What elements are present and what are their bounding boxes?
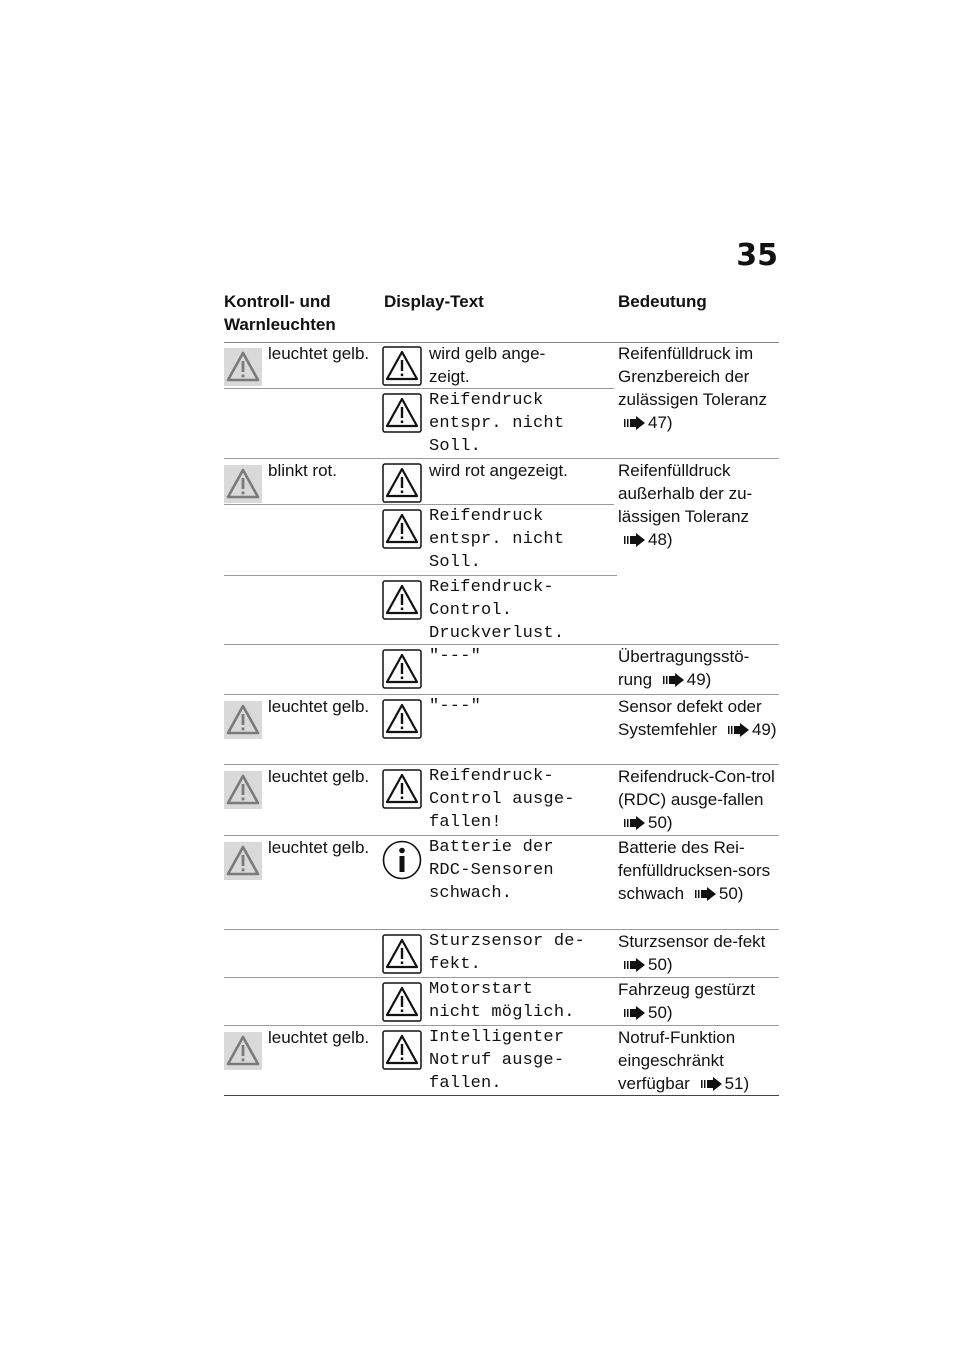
page-reference: 50): [648, 1003, 673, 1022]
page-reference-arrow-icon: [624, 533, 646, 547]
page-number: 35: [736, 238, 778, 273]
page-reference-arrow-icon: [728, 723, 750, 737]
page-reference: 51): [724, 1074, 750, 1093]
warning-lamp-icon: [224, 1032, 262, 1070]
warning-lamp-icon: [224, 348, 262, 386]
lamp-state: blinkt rot.: [268, 461, 337, 480]
display-text: "---": [429, 697, 482, 716]
page-reference-arrow-icon: [701, 1077, 723, 1091]
warning-triangle-icon: [382, 509, 422, 549]
page-reference: 49): [686, 670, 712, 689]
table-row: [224, 342, 389, 389]
display-text: Reifendruck entspr. nicht Soll.: [429, 507, 565, 572]
warning-lamp-icon: [224, 771, 262, 809]
header-display-text: Display-Text: [384, 292, 484, 311]
page-reference-arrow-icon: [624, 816, 646, 830]
warning-triangle-icon: [382, 1030, 422, 1070]
page-reference-arrow-icon: [624, 958, 646, 972]
meaning-text: Sensor defekt oder Systemfehler 49): [618, 697, 777, 739]
display-text: Reifendruck entspr. nicht Soll.: [429, 391, 565, 456]
display-text: "---": [429, 647, 482, 666]
display-text: wird gelb ange- zeigt.: [429, 344, 546, 386]
meaning-text: Reifendruck-Con-trol (RDC) ausge-fallen 50): [618, 767, 775, 832]
page-reference-arrow-icon: [695, 887, 717, 901]
meaning-text: Reifenfülldruck außerhalb der zu-lässigen Toleranz 48): [618, 461, 753, 549]
meaning-text: Batterie des Rei-fenfülldrucksen-sors schwach 50): [618, 838, 771, 903]
page-reference-arrow-icon: [624, 416, 646, 430]
lamp-state: leuchtet gelb.: [268, 344, 370, 363]
display-text: Motorstart nicht möglich.: [429, 980, 575, 1022]
warning-lamp-icon: [224, 701, 262, 739]
meaning-text: Notruf-Funktion eingeschränkt verfügbar 51): [618, 1028, 750, 1093]
display-text: Intelligenter Notruf ausge- fallen.: [429, 1028, 565, 1093]
warning-triangle-icon: [382, 346, 422, 386]
meaning-text: Reifenfülldruck im Grenzbereich der zulässigen Toleranz 47): [618, 344, 767, 432]
lamp-state: leuchtet gelb.: [268, 1028, 370, 1047]
warning-triangle-icon: [382, 982, 422, 1022]
meaning-text: Übertragungsstö-rung 49): [618, 647, 750, 689]
lamp-state: leuchtet gelb.: [268, 838, 370, 857]
warning-triangle-icon: [382, 649, 422, 689]
warning-triangle-icon: [382, 393, 422, 433]
page-reference: 47): [648, 413, 673, 432]
display-text: Sturzsensor de- fekt.: [429, 932, 586, 974]
warning-triangle-icon: [382, 580, 422, 620]
page-reference: 50): [718, 884, 744, 903]
lamp-state: leuchtet gelb.: [268, 697, 370, 716]
warning-triangle-icon: [382, 699, 422, 739]
page-reference-arrow-icon: [663, 673, 685, 687]
warning-triangle-icon: [382, 934, 422, 974]
warning-lamp-table: [224, 342, 779, 1097]
page-reference: 48): [648, 530, 673, 549]
meaning-text: Fahrzeug gestürzt 50): [618, 980, 756, 1022]
page-reference: 50): [648, 813, 673, 832]
meaning-text: Sturzsensor de-fekt 50): [618, 932, 766, 974]
page-reference: 50): [648, 955, 673, 974]
warning-lamp-icon: [224, 842, 262, 880]
display-text: Reifendruck- Control ausge- fallen!: [429, 767, 575, 832]
display-text: Batterie der RDC-Sensoren schwach.: [429, 838, 554, 903]
display-text: wird rot angezeigt.: [429, 461, 568, 480]
header-meaning: Bedeutung: [618, 292, 707, 311]
display-text: Reifendruck- Control. Druckverlust.: [429, 578, 565, 643]
lamp-state: leuchtet gelb.: [268, 767, 370, 786]
warning-lamp-icon: [224, 465, 262, 503]
header-lamp: Kontroll- und Warnleuchten: [224, 292, 336, 334]
warning-triangle-icon: [382, 463, 422, 503]
page-reference-arrow-icon: [624, 1006, 646, 1020]
warning-triangle-icon: [382, 769, 422, 809]
page-reference: 49): [751, 720, 777, 739]
table-header: [224, 290, 779, 343]
info-icon: [382, 840, 422, 880]
